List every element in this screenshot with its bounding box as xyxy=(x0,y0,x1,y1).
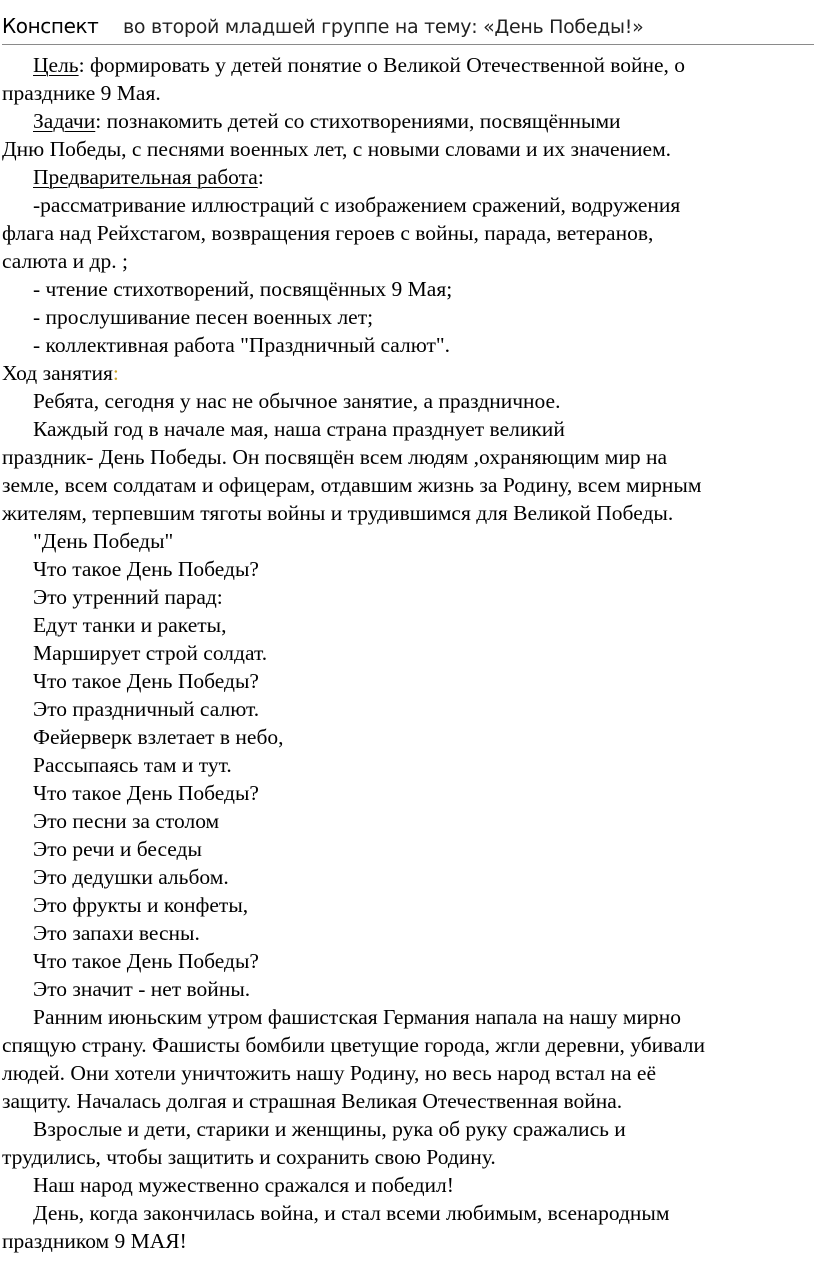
prep-item: флага над Рейхстагом, возвращения героев с войны, парада, ветеранов, xyxy=(2,221,654,245)
paragraph-line: Каждый год в начале мая, наша страна празднует великий xyxy=(33,417,565,441)
lesson-heading-colon: : xyxy=(112,361,119,385)
poem-line: Это утренний парад: xyxy=(33,585,223,609)
poem-line: Что такое День Победы? xyxy=(33,557,259,581)
paragraph-line: трудились, чтобы защитить и сохранить свою Родину. xyxy=(2,1145,496,1169)
poem-title: "День Победы" xyxy=(33,529,174,553)
paragraph-line: Ребята, сегодня у нас не обычное занятие, а праздничное. xyxy=(33,389,561,413)
tasks-text-1: : познакомить детей со стихотворениями, посвящёнными xyxy=(95,109,621,133)
paragraph-line: людей. Они хотели уничтожить нашу Родину, но весь народ встал на её xyxy=(2,1061,656,1085)
poem-line: Что такое День Победы? xyxy=(33,781,259,805)
lesson-heading xyxy=(2,359,814,387)
prep-colon: : xyxy=(257,165,264,189)
lesson-heading-text: Ход занятия xyxy=(2,361,113,385)
tasks-line-1 xyxy=(2,107,814,135)
poem-line: Это праздничный салют. xyxy=(33,697,260,721)
poem-line: Марширует строй солдат. xyxy=(33,641,268,665)
prep-item: - коллективная работа "Праздничный салют". xyxy=(33,333,451,357)
poem-line: Это речи и беседы xyxy=(33,837,202,861)
poem-line: Это фрукты и конфеты, xyxy=(33,893,249,917)
document-header xyxy=(2,0,814,45)
tasks-line-2: Дню Победы, с песнями военных лет, с новыми словами и их значением. xyxy=(2,137,672,161)
header-title: Конспект xyxy=(2,14,99,38)
poem-line: Фейерверк взлетает в небо, xyxy=(33,725,284,749)
prep-item: - прослушивание песен военных лет; xyxy=(33,305,374,329)
poem-line: Что такое День Победы? xyxy=(33,949,259,973)
document-body xyxy=(2,51,814,1255)
paragraph-line: Наш народ мужественно сражался и победил! xyxy=(33,1173,454,1197)
paragraph-line: жителям, терпевшим тяготы войны и трудившимся для Великой Победы. xyxy=(2,501,674,525)
prep-item: салюта и др. ; xyxy=(2,249,128,273)
prep-item: -рассматривание иллюстраций с изображением сражений, водружения xyxy=(33,193,681,217)
header-subtitle: во второй младшей группе на тему: «День Победы!» xyxy=(123,16,644,38)
poem-line: Едут танки и ракеты, xyxy=(33,613,227,637)
paragraph-line: земле, всем солдатам и офицерам, отдавшим жизнь за Родину, всем мирным xyxy=(2,473,702,497)
poem-line: Это песни за столом xyxy=(33,809,220,833)
prep-heading xyxy=(2,163,814,191)
goal-line-2: празднике 9 Мая. xyxy=(2,81,161,105)
paragraph-line: спящую страну. Фашисты бомбили цветущие города, жгли деревни, убивали xyxy=(2,1033,706,1057)
goal-text-1: : формировать у детей понятие о Великой Отечественной войне, о xyxy=(78,53,686,77)
prep-item: - чтение стихотворений, посвящённых 9 Мая; xyxy=(33,277,453,301)
poem-line: Что такое День Победы? xyxy=(33,669,259,693)
paragraph-line: защиту. Началась долгая и страшная Великая Отечественная война. xyxy=(2,1089,623,1113)
tasks-label: Задачи xyxy=(33,109,96,133)
paragraph-line: День, когда закончилась война, и стал всеми любимым, всенародным xyxy=(33,1201,670,1225)
poem-line: Рассыпаясь там и тут. xyxy=(33,753,232,777)
prep-label: Предварительная работа xyxy=(33,165,258,189)
paragraph-line: Ранним июньским утром фашистская Германия напала на нашу мирно xyxy=(33,1005,681,1029)
poem-line: Это запахи весны. xyxy=(33,921,200,945)
paragraph-line: праздник- День Победы. Он посвящён всем людям ,охраняющим мир на xyxy=(2,445,668,469)
goal-line-1 xyxy=(2,51,814,79)
poem-line: Это дедушки альбом. xyxy=(33,865,229,889)
paragraph-line: Взрослые и дети, старики и женщины, рука об руку сражались и xyxy=(33,1117,626,1141)
paragraph-line: праздником 9 МАЯ! xyxy=(2,1229,187,1253)
poem-line: Это значит - нет войны. xyxy=(33,977,251,1001)
goal-label: Цель xyxy=(33,53,79,77)
